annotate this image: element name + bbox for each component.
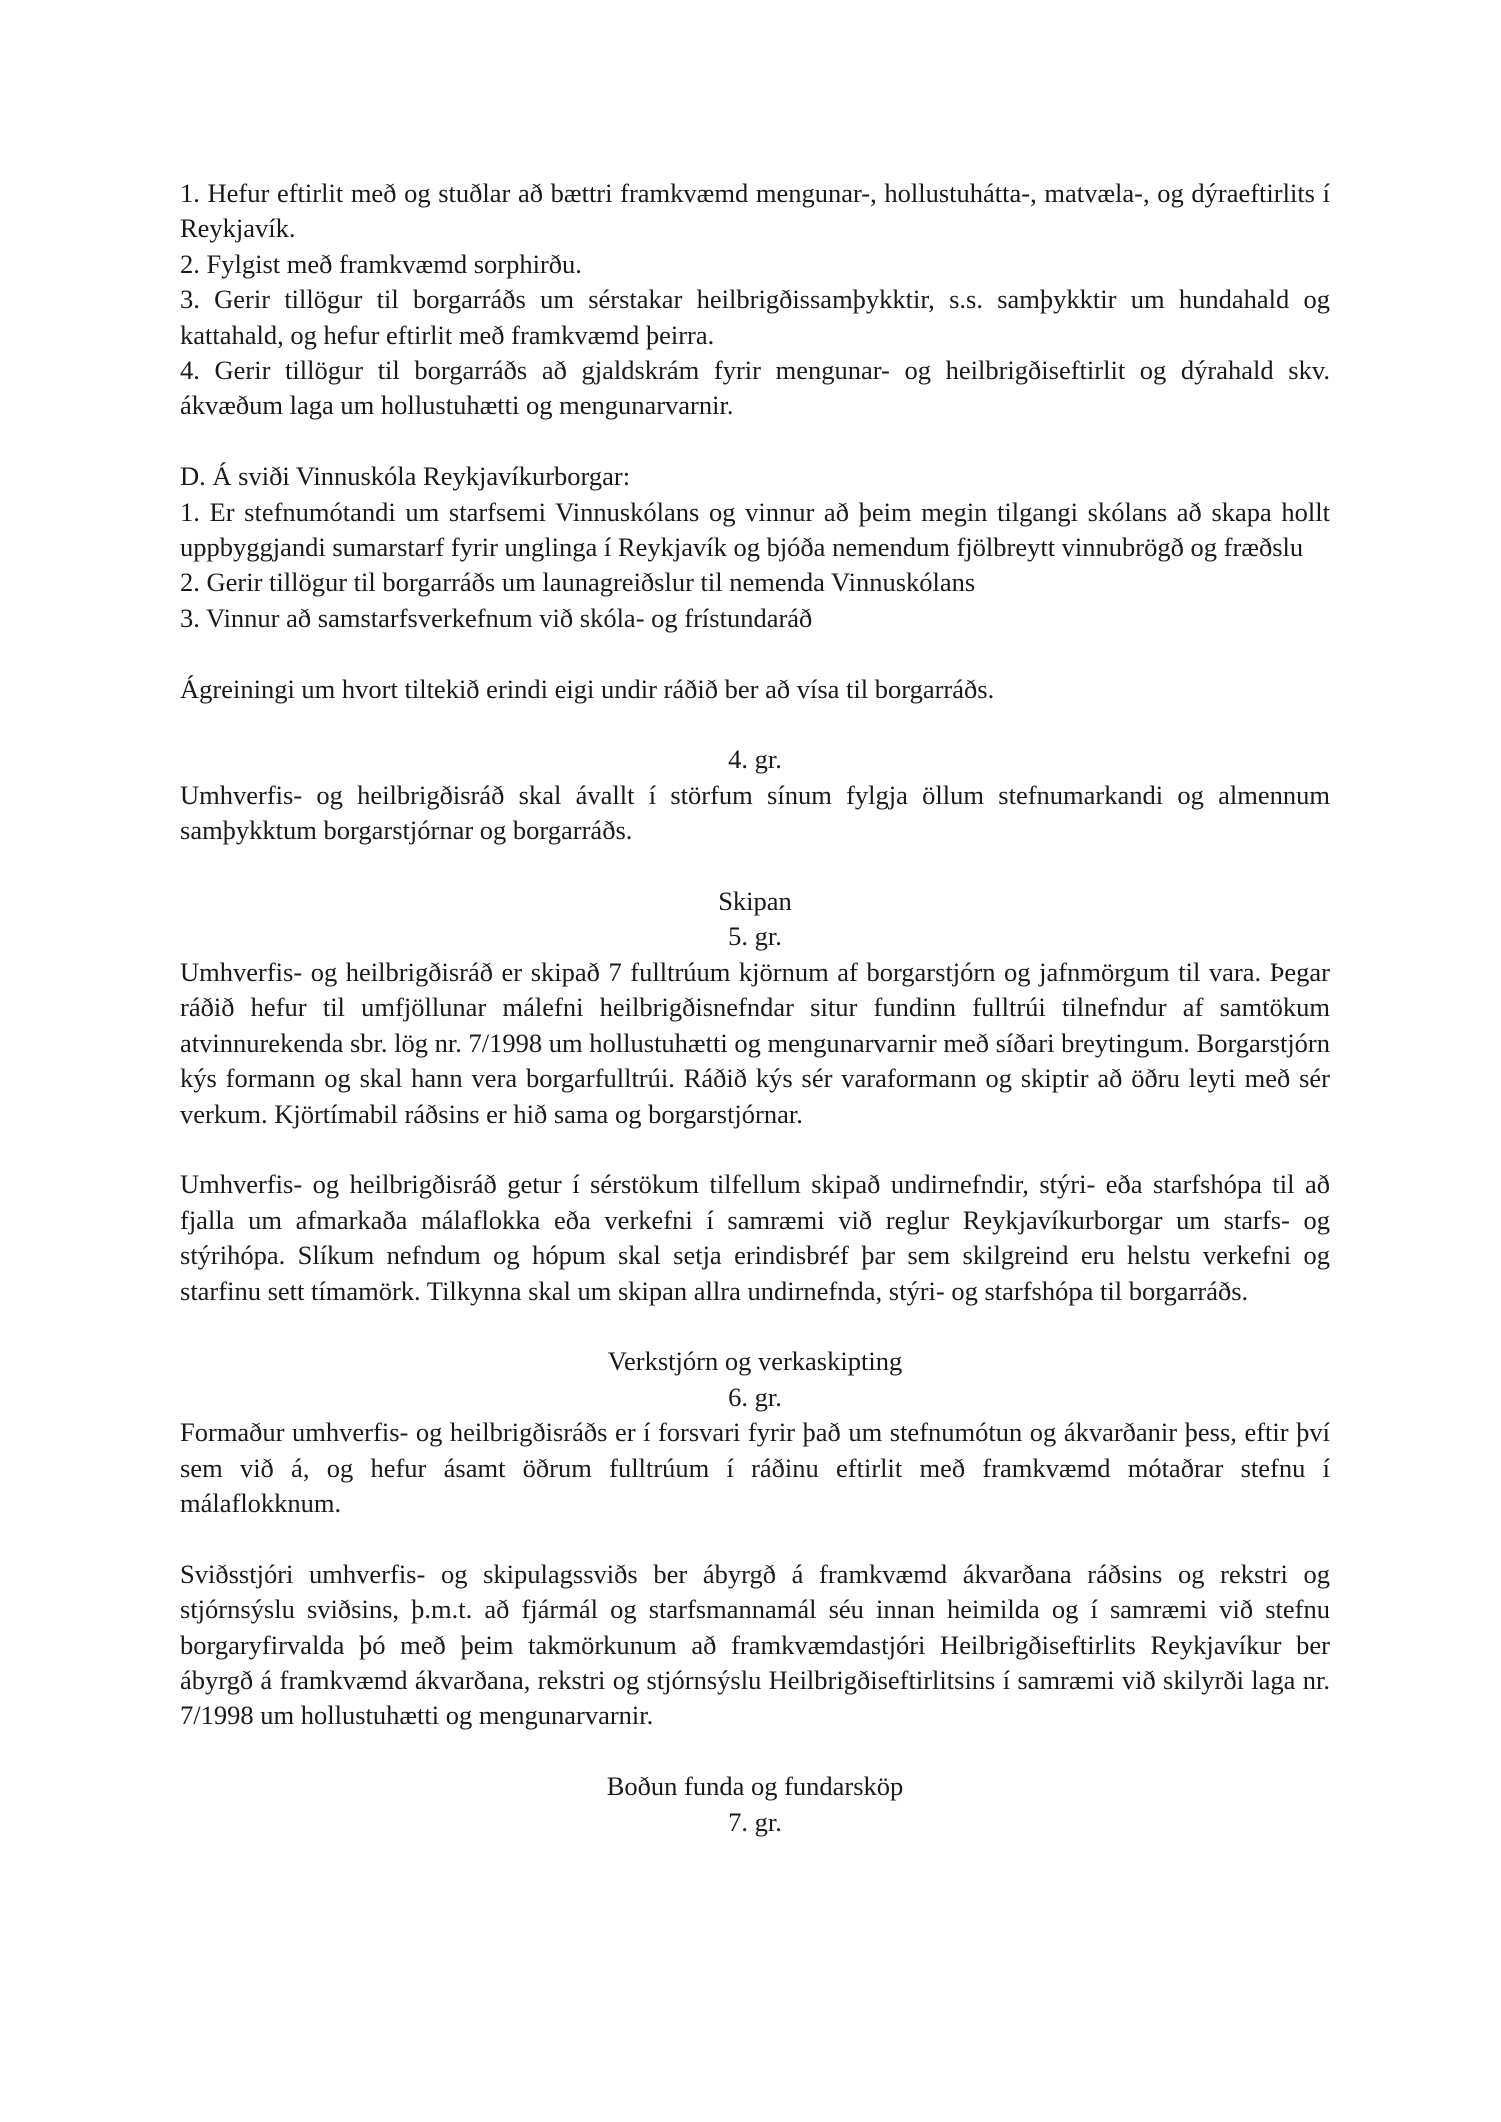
article-5-title: Skipan [718, 886, 792, 917]
article-6-paragraph-2: Sviðsstjóri umhverfis- og skipulagssviðs ber ábyrgð á framkvæmd ákvarðana ráðsins og rekstri og stjórnsýslu sviðsins, þ.m.t. að fjármál og starfsmannamál séu innan heimilda og í samræmi við stefnu borgaryfirvalda þó með þeim takmörkunum að framkvæmdastjóri Heilbrigðiseftirlits Reykjavíkur ber ábyrgð á framkvæmd ákvarðana, rekstri og stjórnsýslu Heilbrigðiseftirlitsins í samræmi við skilyrði laga nr. 7/1998 um hollustuhætti og mengunarvarnir. [180, 1558, 1330, 1731]
section-d-heading: D. Á sviði Vinnuskóla Reykjavíkurborgar: [180, 461, 631, 492]
section-c-item-3: 3. Gerir tillögur til borgarráðs um sérstakar heilbrigðissamþykktir, s.s. samþykktir um hundahald og kattahald, og hefur eftirlit með framkvæmd þeirra. [180, 284, 1330, 350]
section-c-item-2: 2. Fylgist með framkvæmd sorphirðu. [180, 248, 582, 279]
article-7-title: Boðun funda og fundarsköp [606, 1771, 904, 1802]
article-6 [180, 1344, 1330, 1733]
section-d-item-2: 2. Gerir tillögur til borgarráðs um launagreiðslur til nemenda Vinnuskólans [180, 567, 976, 598]
section-d [180, 459, 1330, 636]
article-5-number: 5. gr. [728, 921, 782, 952]
section-c-list [180, 176, 1330, 424]
article-5-paragraph-1: Umhverfis- og heilbrigðisráð er skipað 7 fulltrúum kjörnum af borgarstjórn og jafnmörgum til vara. Þegar ráðið hefur til umfjöllunar málefni heilbrigðisnefndar situr fundinn fulltrúi tilnefndur af samtökum atvinnurekenda sbr. lög nr. 7/1998 um hollustuhætti og mengunarvarnir með síðari breytingum. Borgarstjórn kýs formann og skal hann vera borgarfulltrúi. Ráðið kýs sér varaformann og skiptir að öðru leyti með sér verkum. Kjörtímabil ráðsins er hið sama og borgarstjórnar. [180, 956, 1330, 1129]
article-7-number: 7. gr. [728, 1806, 782, 1837]
article-7 [180, 1769, 1330, 1840]
section-d-item-1: 1. Er stefnumótandi um starfsemi Vinnuskólans og vinnur að þeim megin tilgangi skólans að skapa hollt uppbyggjandi sumarstarf fyrir unglinga í Reykjavík og bjóða nemendum fjölbreytt vinnubrögð og fræðslu [180, 496, 1330, 563]
article-6-title: Verkstjórn og verkaskipting [607, 1346, 903, 1377]
article-5 [180, 884, 1330, 1309]
article-4-text: Umhverfis- og heilbrigðisráð skal ávallt í störfum sínum fylgja öllum stefnumarkandi og almennum samþykktum borgarstjórnar og borgarráðs. [180, 779, 1330, 846]
disagreement-paragraph: Ágreiningi um hvort tiltekið erindi eigi undir ráðið ber að vísa til borgarráðs. [180, 673, 995, 704]
article-4-number: 4. gr. [728, 744, 782, 775]
section-d-item-3: 3. Vinnur að samstarfsverkefnum við skóla- og frístundaráð [180, 602, 813, 633]
article-6-number: 6. gr. [728, 1381, 782, 1412]
article-4 [180, 742, 1330, 848]
article-6-paragraph-1: Formaður umhverfis- og heilbrigðisráðs er í forsvari fyrir það um stefnumótun og ákvarðanir þess, eftir því sem við á, og hefur ásamt öðrum fulltrúum í ráðinu eftirlit með framkvæmd mótaðrar stefnu í málaflokknum. [180, 1417, 1330, 1518]
article-5-paragraph-2: Umhverfis- og heilbrigðisráð getur í sérstökum tilfellum skipað undirnefndir, stýri- eða starfshópa til að fjalla um afmarkaða málaflokka eða verkefni í samræmi við reglur Reykjavíkurborgar um starfs- og stýrihópa. Slíkum nefndum og hópum skal setja erindisbréf þar sem skilgreind eru helstu verkefni og starfinu sett tímamörk. Tilkynna skal um skipan allra undirnefnda, stýri- og starfshópa til borgarráðs. [180, 1169, 1330, 1306]
section-c-item-4: 4. Gerir tillögur til borgarráðs að gjaldskrám fyrir mengunar- og heilbrigðiseftirlit og dýrahald skv. ákvæðum laga um hollustuhætti og mengunarvarnir. [180, 355, 1330, 421]
section-c-item-1: 1. Hefur eftirlit með og stuðlar að bættri framkvæmd mengunar-, hollustuhátta-, matvæla-, og dýraeftirlits í Reykjavík. [180, 178, 1330, 244]
document-page [180, 176, 1330, 1840]
